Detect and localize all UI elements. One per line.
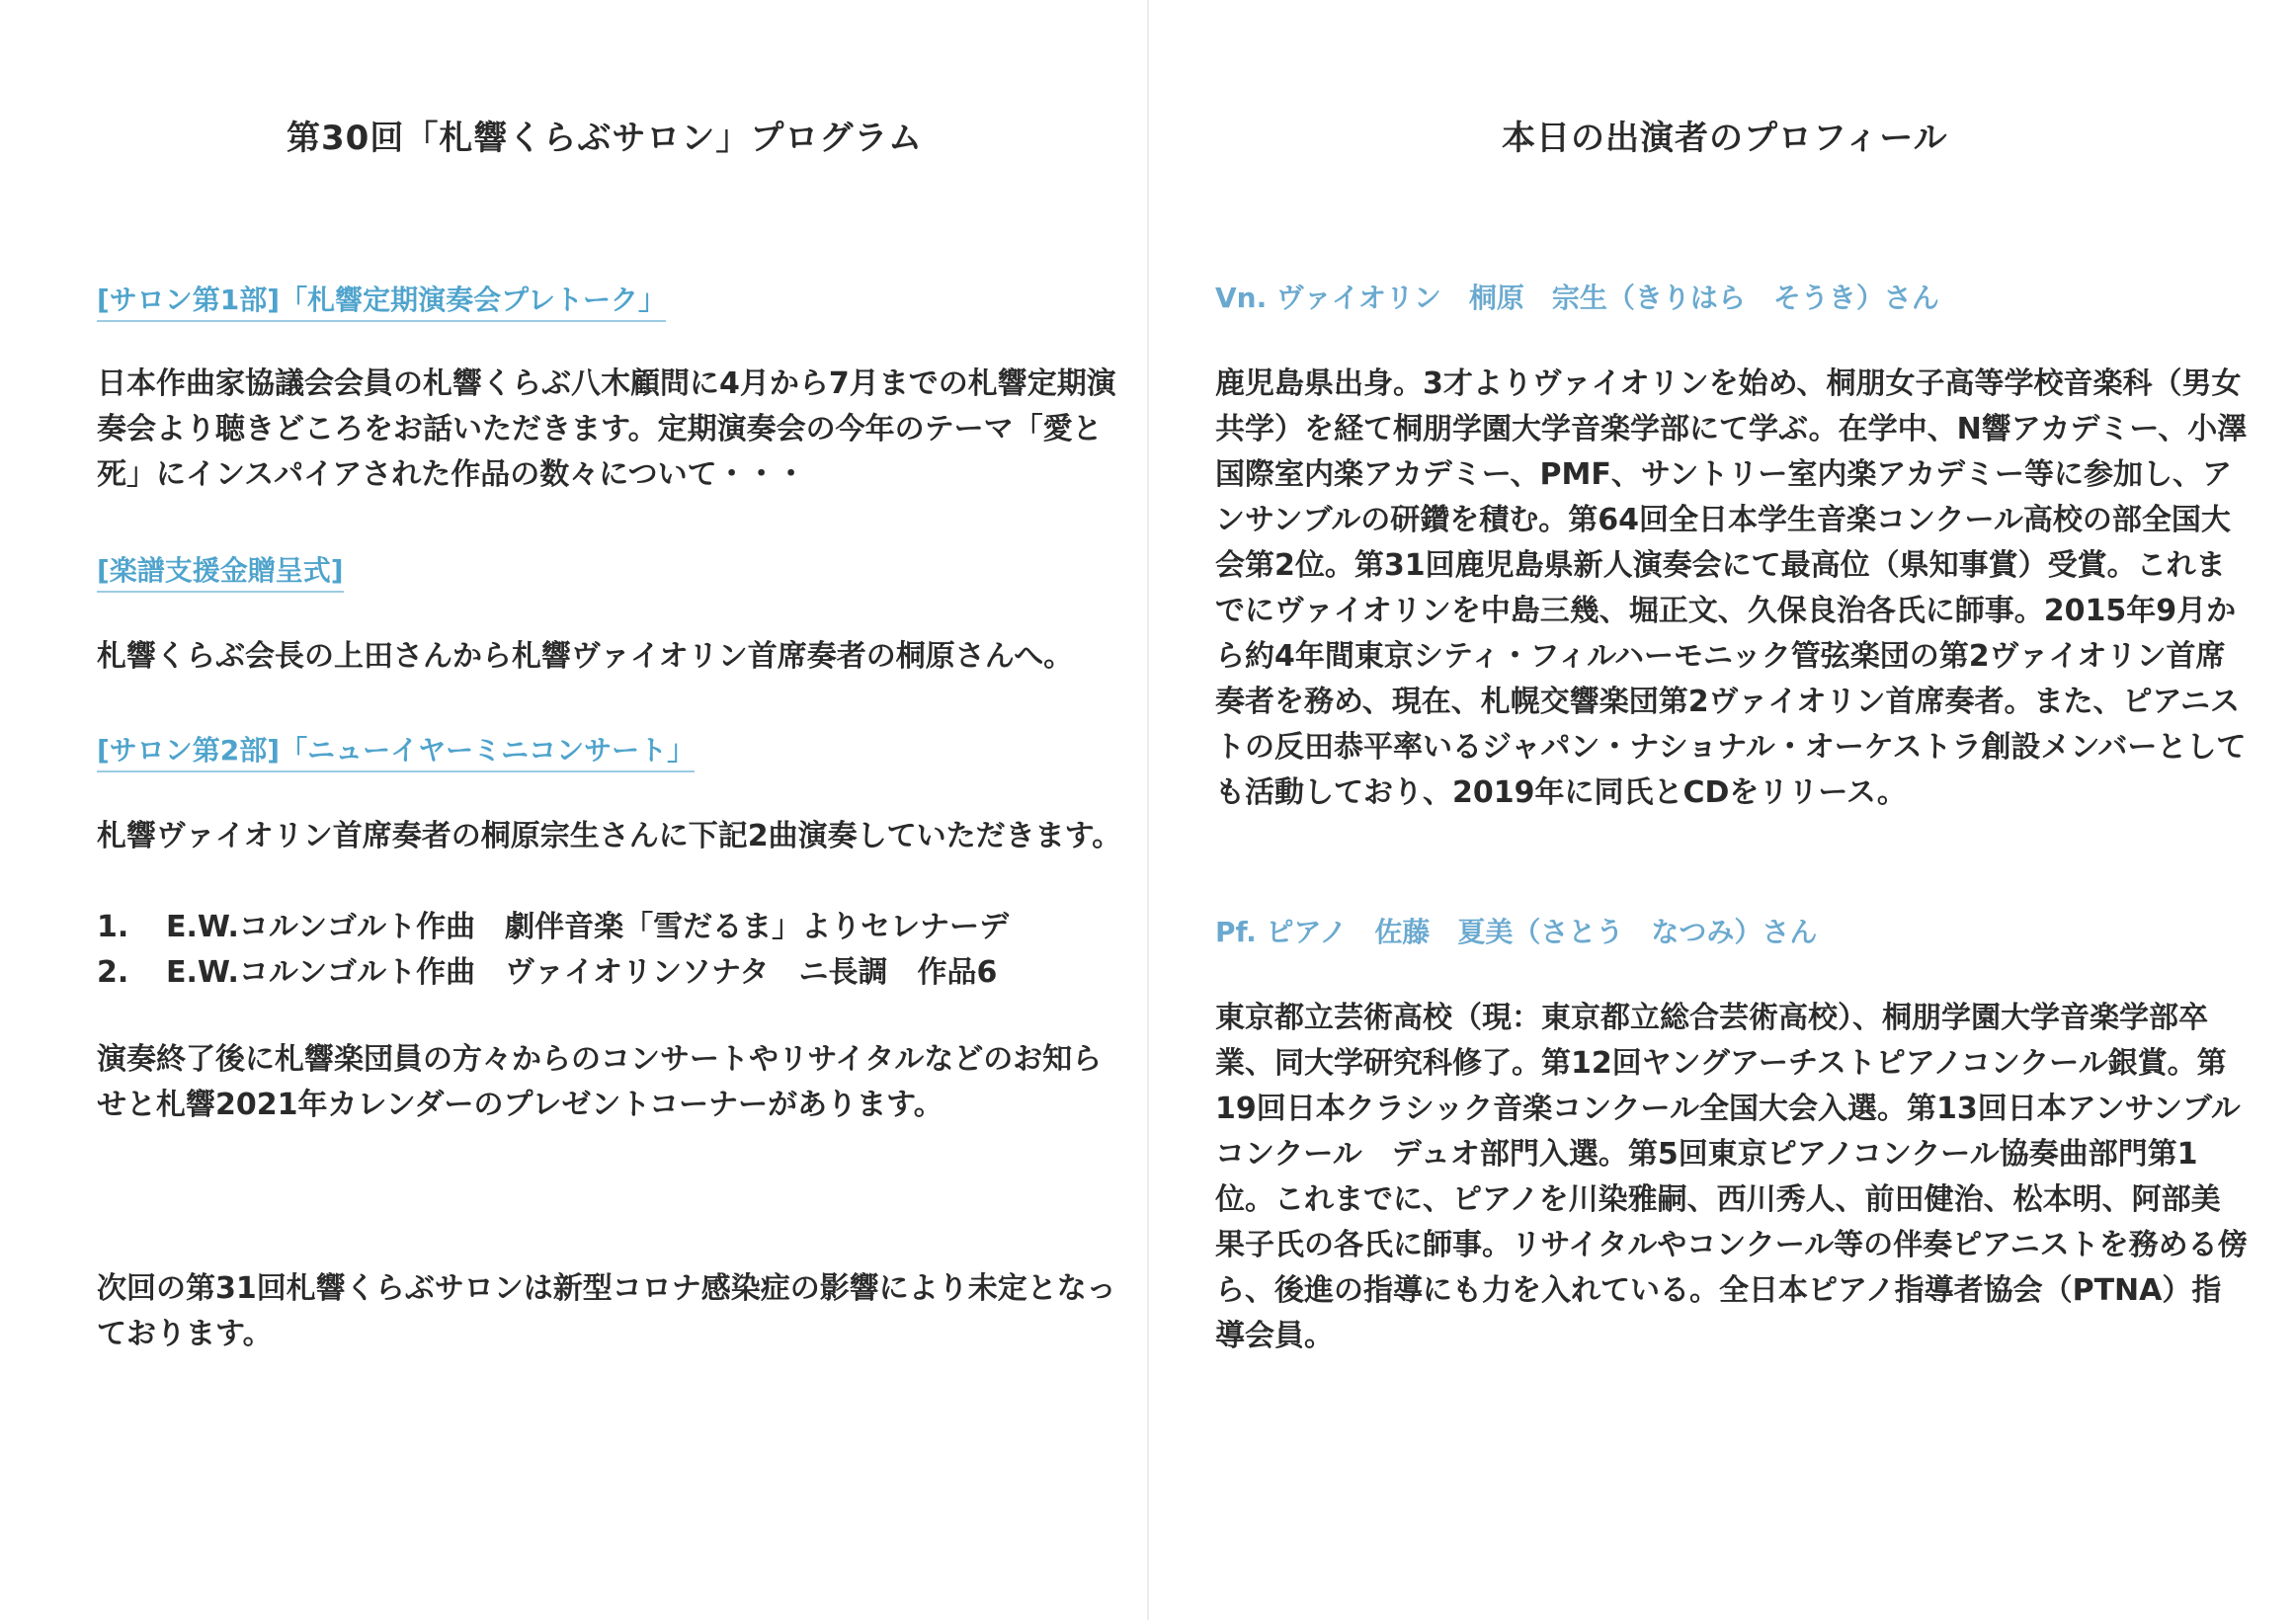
section-body-salon-part1: 日本作曲家協議会会員の札響くらぶ八木顧問に4月から7月までの札響定期演奏会より聴きどころをお話いただきます。定期演奏会の今年のテーマ「愛と死」にインスパイアされた作品の数々について・・・ xyxy=(97,366,1116,492)
program-item-text: E.W.コルンゴルト作曲 ヴァイオリンソナタ ニ長調 作品6 xyxy=(166,955,998,990)
section-heading-salon-part2: [サロン第2部]「ニューイヤーミニコンサート」 xyxy=(97,729,695,772)
program-item-number: 2. xyxy=(97,955,129,990)
program-title: 第30回「札響くらぶサロン」プログラム xyxy=(287,119,923,158)
section-heading-donation-ceremony: [楽譜支援金贈呈式] xyxy=(97,549,344,593)
pianist-profile: 東京都立芸術高校（現：東京都立総合芸術高校）、桐朋学園大学音楽学部卒業、同大学研究科修了。第12回ヤングアーチストピアノコンクール銀賞。第19回日本クラシック音楽コンクール全国大会入選。第13回日本アンサンブルコンクール デュオ部門入選。第5回東京ピアノコンクール協奏曲部門第1位。これまでに、ピアノを川染雅嗣、西川秀人、前田健治、松本明、阿部美果子氏の各氏に師事。リサイタルやコンクール等の伴奏ピアニストを務める傍ら、後進の指導にも力を入れている。全日本ピアノ指導者協会（PTNA）指導会員。 xyxy=(1215,1001,2248,1353)
program-item-text: E.W.コルンゴルト作曲 劇伴音楽「雪だるま」よりセレナーデ xyxy=(166,910,1010,944)
violinist-heading: Vn. ヴァイオリン 桐原 宗生（きりはら そうき）さん xyxy=(1215,282,1939,314)
section-body-salon-part2: 札響ヴァイオリン首席奏者の桐原宗生さんに下記2曲演奏していただきます。 xyxy=(97,819,1122,853)
concert-program-list xyxy=(97,905,1009,996)
next-salon-notice: 次回の第31回札響くらぶサロンは新型コロナ感染症の影響により未定となっております。 xyxy=(97,1271,1116,1351)
program-item xyxy=(97,950,1009,996)
program-item xyxy=(97,905,1009,950)
profile-page xyxy=(1148,0,2296,1620)
section-body-donation-ceremony: 札響くらぶ会長の上田さんから札響ヴァイオリン首席奏者の桐原さんへ。 xyxy=(97,639,1074,674)
program-item-number: 1. xyxy=(97,910,129,944)
section-heading-salon-part1: [サロン第1部]「札響定期演奏会プレトーク」 xyxy=(97,279,666,322)
violinist-profile: 鹿児島県出身。3才よりヴァイオリンを始め、桐朋女子高等学校音楽科（男女共学）を経て桐朋学園大学音楽学部にて学ぶ。在学中、N響アカデミー、小澤国際室内楽アカデミー、PMF、サントリー室内楽アカデミー等に参加し、アンサンブルの研鑽を積む。第64回全日本学生音楽コンクール高校の部全国大会第2位。第31回鹿児島県新人演奏会にて最高位（県知事賞）受賞。これまでにヴァイオリンを中島三幾、堀正文、久保良治各氏に師事。2015年9月から約4年間東京シティ・フィルハーモニック管弦楽団の第2ヴァイオリン首席奏者を務め、現在、札幌交響楽団第2ヴァイオリン首席奏者。また、ピアニストの反田恭平率いるジャパン・ナショナル・オーケストラ創設メンバーとしても活動しており、2019年に同氏とCDをリリース。 xyxy=(1215,366,2248,810)
profile-title: 本日の出演者のプロフィール xyxy=(1502,119,1948,158)
calendar-notice: 演奏終了後に札響楽団員の方々からのコンサートやリサイタルなどのお知らせと札響2021年カレンダーのプレゼントコーナーがあります。 xyxy=(97,1042,1103,1122)
pianist-heading: Pf. ピアノ 佐藤 夏美（さとう なつみ）さん xyxy=(1215,916,1818,948)
